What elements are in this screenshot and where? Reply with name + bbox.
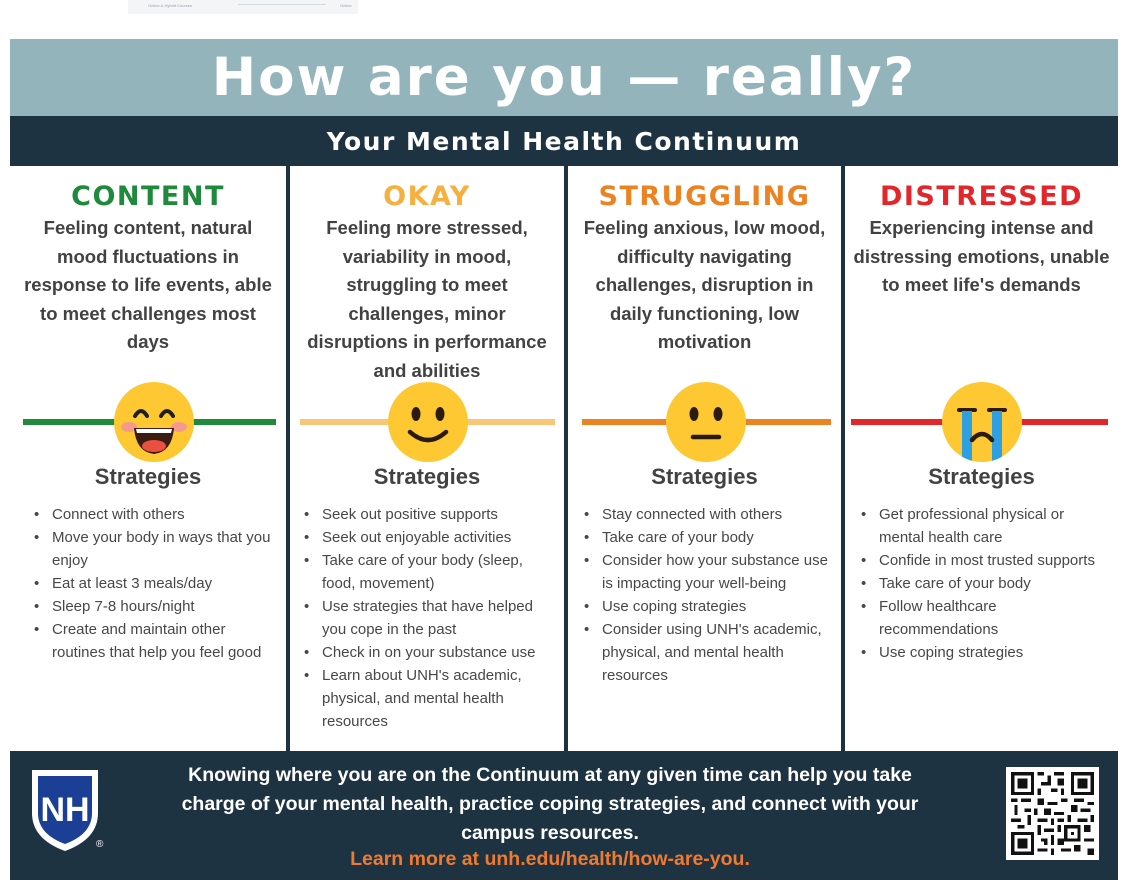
- unh-shield-logo-icon: [28, 767, 102, 853]
- smiling-face-icon: [388, 382, 468, 462]
- column-heading: OKAY: [383, 181, 471, 212]
- top-strip-divider: [238, 4, 326, 5]
- list-item: • Learn about UNH's academic, physical, and mental health resources: [302, 664, 558, 733]
- strategies-title: Strategies: [651, 464, 758, 489]
- footer-band: [10, 751, 1118, 880]
- list-item: • Follow healthcare recommendations: [859, 595, 1112, 641]
- list-item: • Sleep 7-8 hours/night: [32, 595, 280, 618]
- footer-link[interactable]: Learn more at unh.edu/health/how-are-you.: [350, 848, 750, 870]
- top-strip-left-text: Online & Hybrid Courses: [148, 3, 193, 8]
- top-strip-right-text: Online: [340, 3, 352, 8]
- column-description: Experiencing intense and distressing emotions, unable to meet life's demands: [853, 217, 1110, 295]
- header-band: [10, 39, 1118, 116]
- page-title: How are you — really?: [211, 47, 917, 108]
- list-item: • Use strategies that have helped you cope in the past: [302, 595, 558, 641]
- list-item: • Stay connected with others: [582, 503, 835, 526]
- list-item: • Get professional physical or mental health care: [859, 503, 1112, 549]
- strategies-title: Strategies: [373, 464, 481, 489]
- strategies-title: Strategies: [94, 464, 202, 489]
- top-cropped-strip: [128, 0, 358, 14]
- subheader-band: [10, 116, 1118, 166]
- logo-text: NH: [40, 791, 90, 829]
- list-item: • Create and maintain other routines that help you feel good: [32, 618, 280, 664]
- list-item: • Confide in most trusted supports: [859, 549, 1112, 572]
- footer-message: Knowing where you are on the Continuum at any given time can help you take charge of your mental health, practice coping strategies, and connect with your campus resources.: [181, 764, 919, 844]
- list-item: • Eat at least 3 meals/day: [32, 572, 280, 595]
- column-content: [10, 166, 286, 751]
- strategies-title: Strategies: [928, 464, 1035, 489]
- continuum-columns: [10, 166, 1118, 751]
- strategies-list: [302, 503, 558, 733]
- infographic-poster: [10, 39, 1118, 880]
- column-distressed: [845, 166, 1118, 751]
- column-description: Feeling anxious, low mood, difficulty navigating challenges, disruption in daily functioning, low motivation: [583, 217, 826, 352]
- qr-code-icon: [1006, 767, 1099, 860]
- subtitle: Your Mental Health Continuum: [326, 126, 802, 156]
- list-item: • Use coping strategies: [582, 595, 835, 618]
- strategies-list: [32, 503, 280, 664]
- list-item: • Connect with others: [32, 503, 280, 526]
- list-item: • Take care of your body: [859, 572, 1112, 595]
- column-heading: CONTENT: [71, 181, 225, 212]
- list-item: • Move your body in ways that you enjoy: [32, 526, 280, 572]
- list-item: • Take care of your body: [582, 526, 835, 549]
- list-item: • Check in on your substance use: [302, 641, 558, 664]
- list-item: • Seek out positive supports: [302, 503, 558, 526]
- neutral-face-icon: [666, 382, 746, 462]
- column-heading: DISTRESSED: [879, 181, 1084, 212]
- list-item: • Use coping strategies: [859, 641, 1112, 664]
- column-okay: [290, 166, 564, 751]
- column-description: Feeling content, natural mood fluctuations in response to life events, able to meet challenges most days: [24, 217, 272, 352]
- list-item: • Consider using UNH's academic, physical, and mental health resources: [582, 618, 835, 687]
- column-description: Feeling more stressed, variability in mood, struggling to meet challenges, minor disruptions in performance and abilities: [307, 217, 547, 381]
- column-struggling: [568, 166, 841, 751]
- list-item: • Seek out enjoyable activities: [302, 526, 558, 549]
- strategies-list: [582, 503, 835, 687]
- column-heading: STRUGGLING: [598, 181, 811, 212]
- laughing-face-icon: [114, 382, 194, 462]
- registered-mark: ®: [96, 839, 104, 850]
- list-item: • Take care of your body (sleep, food, movement): [302, 549, 558, 595]
- strategies-list: [859, 503, 1112, 664]
- list-item: • Consider how your substance use is impacting your well-being: [582, 549, 835, 595]
- crying-face-icon: [942, 382, 1022, 462]
